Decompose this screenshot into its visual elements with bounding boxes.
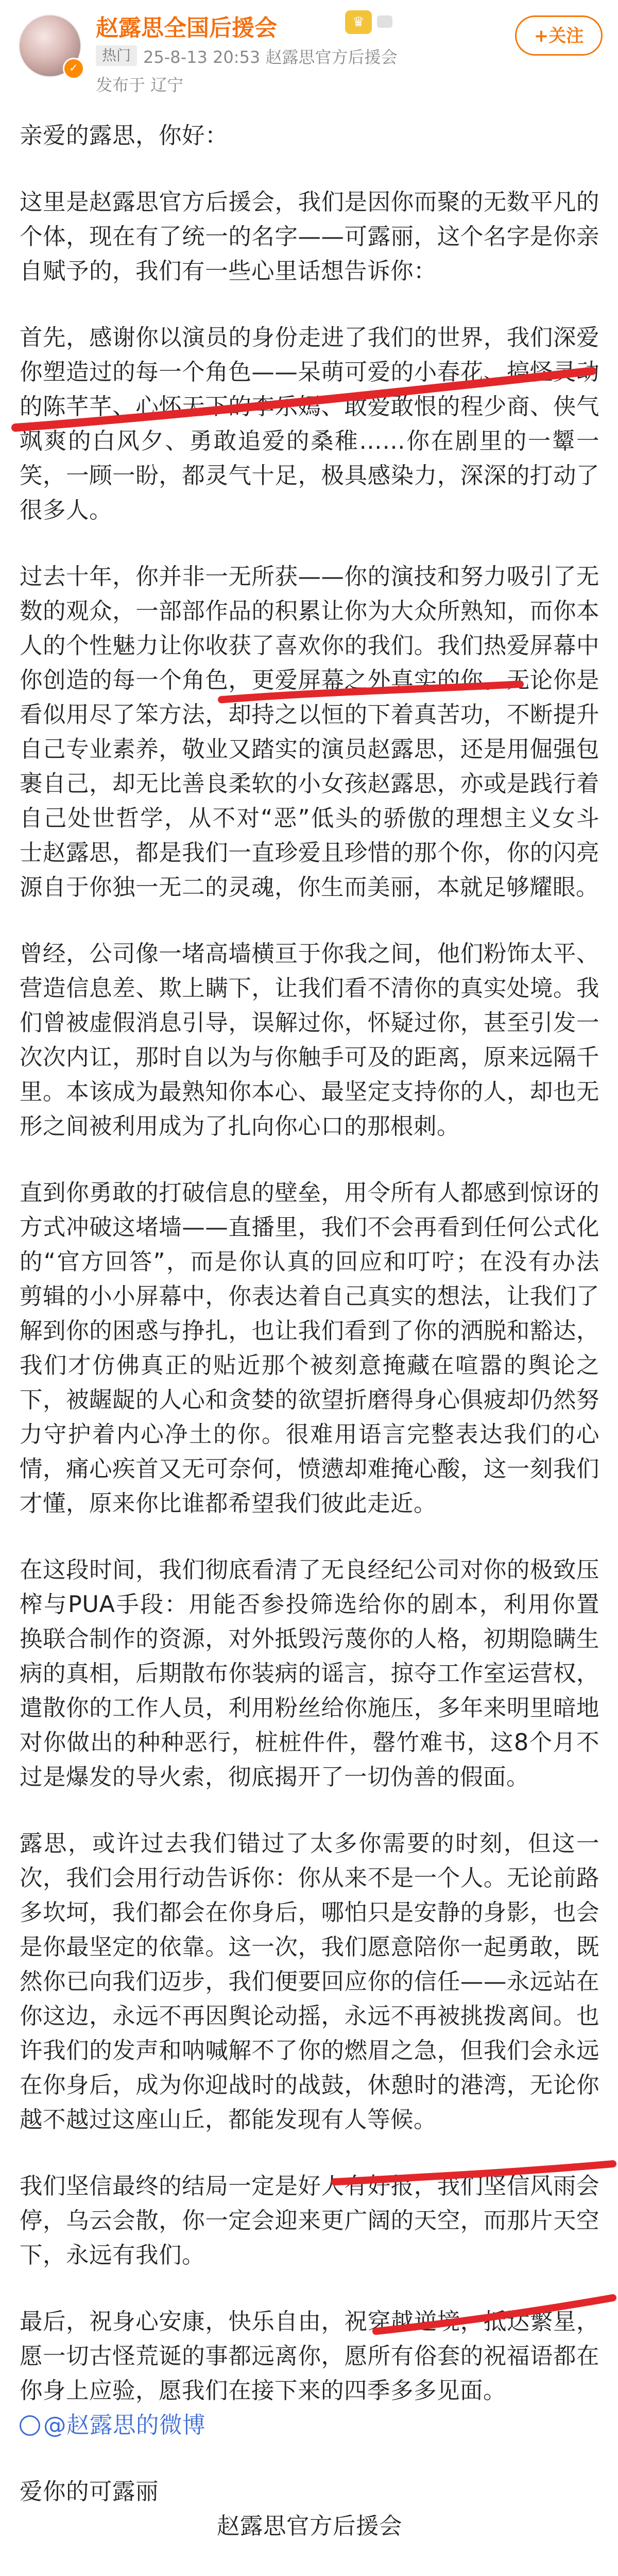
paragraph-belief: 我们坚信最终的结局一定是好人有好报，我们坚信风雨会停，乌云会散，你一定会迎来更广阔的天空，而那片天空下，永远有我们。 [20,2173,599,2268]
weibo-link[interactable]: @赵露思的微博 [20,2408,599,2443]
post-header [0,0,618,111]
paragraph-intro: 这里是赵露思官方后援会，我们是因你而聚的无数平凡的个体，现在有了统一的名字——可露丽，这个名字是你亲自赋予的，我们有一些心里话想告诉你： [20,189,599,284]
paragraph-wishes: 最后，祝身心安康，快乐自由，祝穿越逆境，抵达繁星，愿一切古怪荒诞的事都远离你，愿所有俗套的祝福语都在你身上应验，愿我们在接下来的四季多多见面。 [20,2309,599,2404]
account-name[interactable]: 赵露思全国后援会 [96,15,277,41]
greeting: 亲爱的露思，你好： [20,123,229,149]
article-body [20,111,599,2544]
post-meta: 25-8-13 20:53 赵露思官方后援会 [143,47,398,67]
level-badge-icon [377,15,392,28]
paragraph-past-ten-years: 过去十年，你并非一无所获——你的演技和努力吸引了无数的观众，一部部作品的积累让你为大众所熟知，而你本人的个性魅力让你收获了喜欢你的我们。我们热爱屏幕中你创造的每一个角色，更爱屏幕之外真实的你。无论你是看似用尽了笨方法，却持之以恒的下着真苦功，不断提升自己专业素养，敬业又踏实的演员赵露思，还是用倔强包裹自己，却无比善良柔软的小女孩赵露思，亦或是践行着自己处世哲学，从不对“恶”低头的骄傲的理想主义女斗士赵露思，都是我们一直珍爱且珍惜的那个你，你的闪亮源自于你独一无二的灵魂，你生而美丽，本就足够耀眼。 [20,564,599,901]
closing: 爱你的可露丽 [20,2479,159,2505]
paragraph-company-wall: 曾经，公司像一堵高墙横亘于你我之间，他们粉饰太平、营造信息差、欺上瞒下，让我们看不清你的真实处境。我们曾被虚假消息引导，误解过你，怀疑过你，甚至引发一次次内讧，那时自以为与你触手可及的距离，原来远隔千里。本该成为最熟知你本心、最坚定支持你的人，却也无形之间被利用成为了扎向你心口的那根刺。 [20,941,599,1140]
weibo-link-icon [20,2415,40,2436]
paragraph-livestream: 直到你勇敢的打破信息的壁垒，用令所有人都感到惊讶的方式冲破这堵墙——直播里，我们不会再看到任何公式化的“官方回答”，而是你认真的回应和叮咛；在没有办法剪辑的小小屏幕中，你表达着自己真实的想法，让我们了解到你的困惑与挣扎，也让我们看到了你的洒脱和豁达，我们才仿佛真正的贴近那个被刻意掩藏在喧嚣的舆论之下，被龌龊的人心和贪婪的欲望折磨得身心俱疲却仍然努力守护着内心净土的你。很难用语言完整表达我们的心情，痛心疾首又无可奈何，愤懑却难掩心酸，这一刻我们才懂，原来你比谁都希望我们彼此走近。 [20,1180,599,1517]
hot-tag: 热门 [96,45,137,66]
paragraph-support: 露思，或许过去我们错过了太多你需要的时刻，但这一次，我们会用行动告诉你：你从来不是一个人。无论前路多坎坷，我们都会在你身后，哪怕只是安静的身影，也会是你最坚定的依靠。这一次，我们愿意陪你一起勇敢，既然你已向我们迈步，我们便要回应你的信任——永远站在你这边，永远不再因舆论动摇，永远不再被挑拨离间。也许我们的发声和呐喊解不了你的燃眉之急，但我们会永远在你身后，成为你迎战时的战鼓，休憩时的港湾，无论你越不越过这座山丘，都能发现有人等候。 [20,1831,599,2133]
paragraph-pua: 在这段时间，我们彻底看清了无良经纪公司对你的极致压榨与PUA手段：用能否参投筛选给你的剧本，利用你置换联合制作的资源，对外抵毁污蔑你的人格，初期隐瞒生病的真相，后期散布你装病的谣言，掠夺工作室运营权，遣散你的工作人员，利用粉丝给你施压，多年来明里暗地对你做出的种种恶行，桩桩件件，罄竹难书，这8个月不过是爆发的导火索，彻底揭开了一切伪善的假面。 [20,1557,599,1790]
verified-badge-icon: ✓ [63,58,84,79]
signature: 赵露思官方后援会 [216,2513,402,2539]
paragraph-thanks: 首先，感谢你以演员的身份走进了我们的世界，我们深爱你塑造过的每一个角色——呆萌可爱的小春花、搞怪灵动的陈芊芊、心怀天下的李乐嫣、敢爱敢恨的程少商、侠气飒爽的白风夕、勇敢追爱的桑稚……你在剧里的一颦一笑，一顾一盼，都灵气十足，极具感染力，深深的打动了很多人。 [20,325,599,523]
post-location: 发布于 辽宁 [96,75,184,95]
follow-button[interactable]: +关注 [515,15,603,56]
member-level-icon: ♛ [345,10,372,34]
